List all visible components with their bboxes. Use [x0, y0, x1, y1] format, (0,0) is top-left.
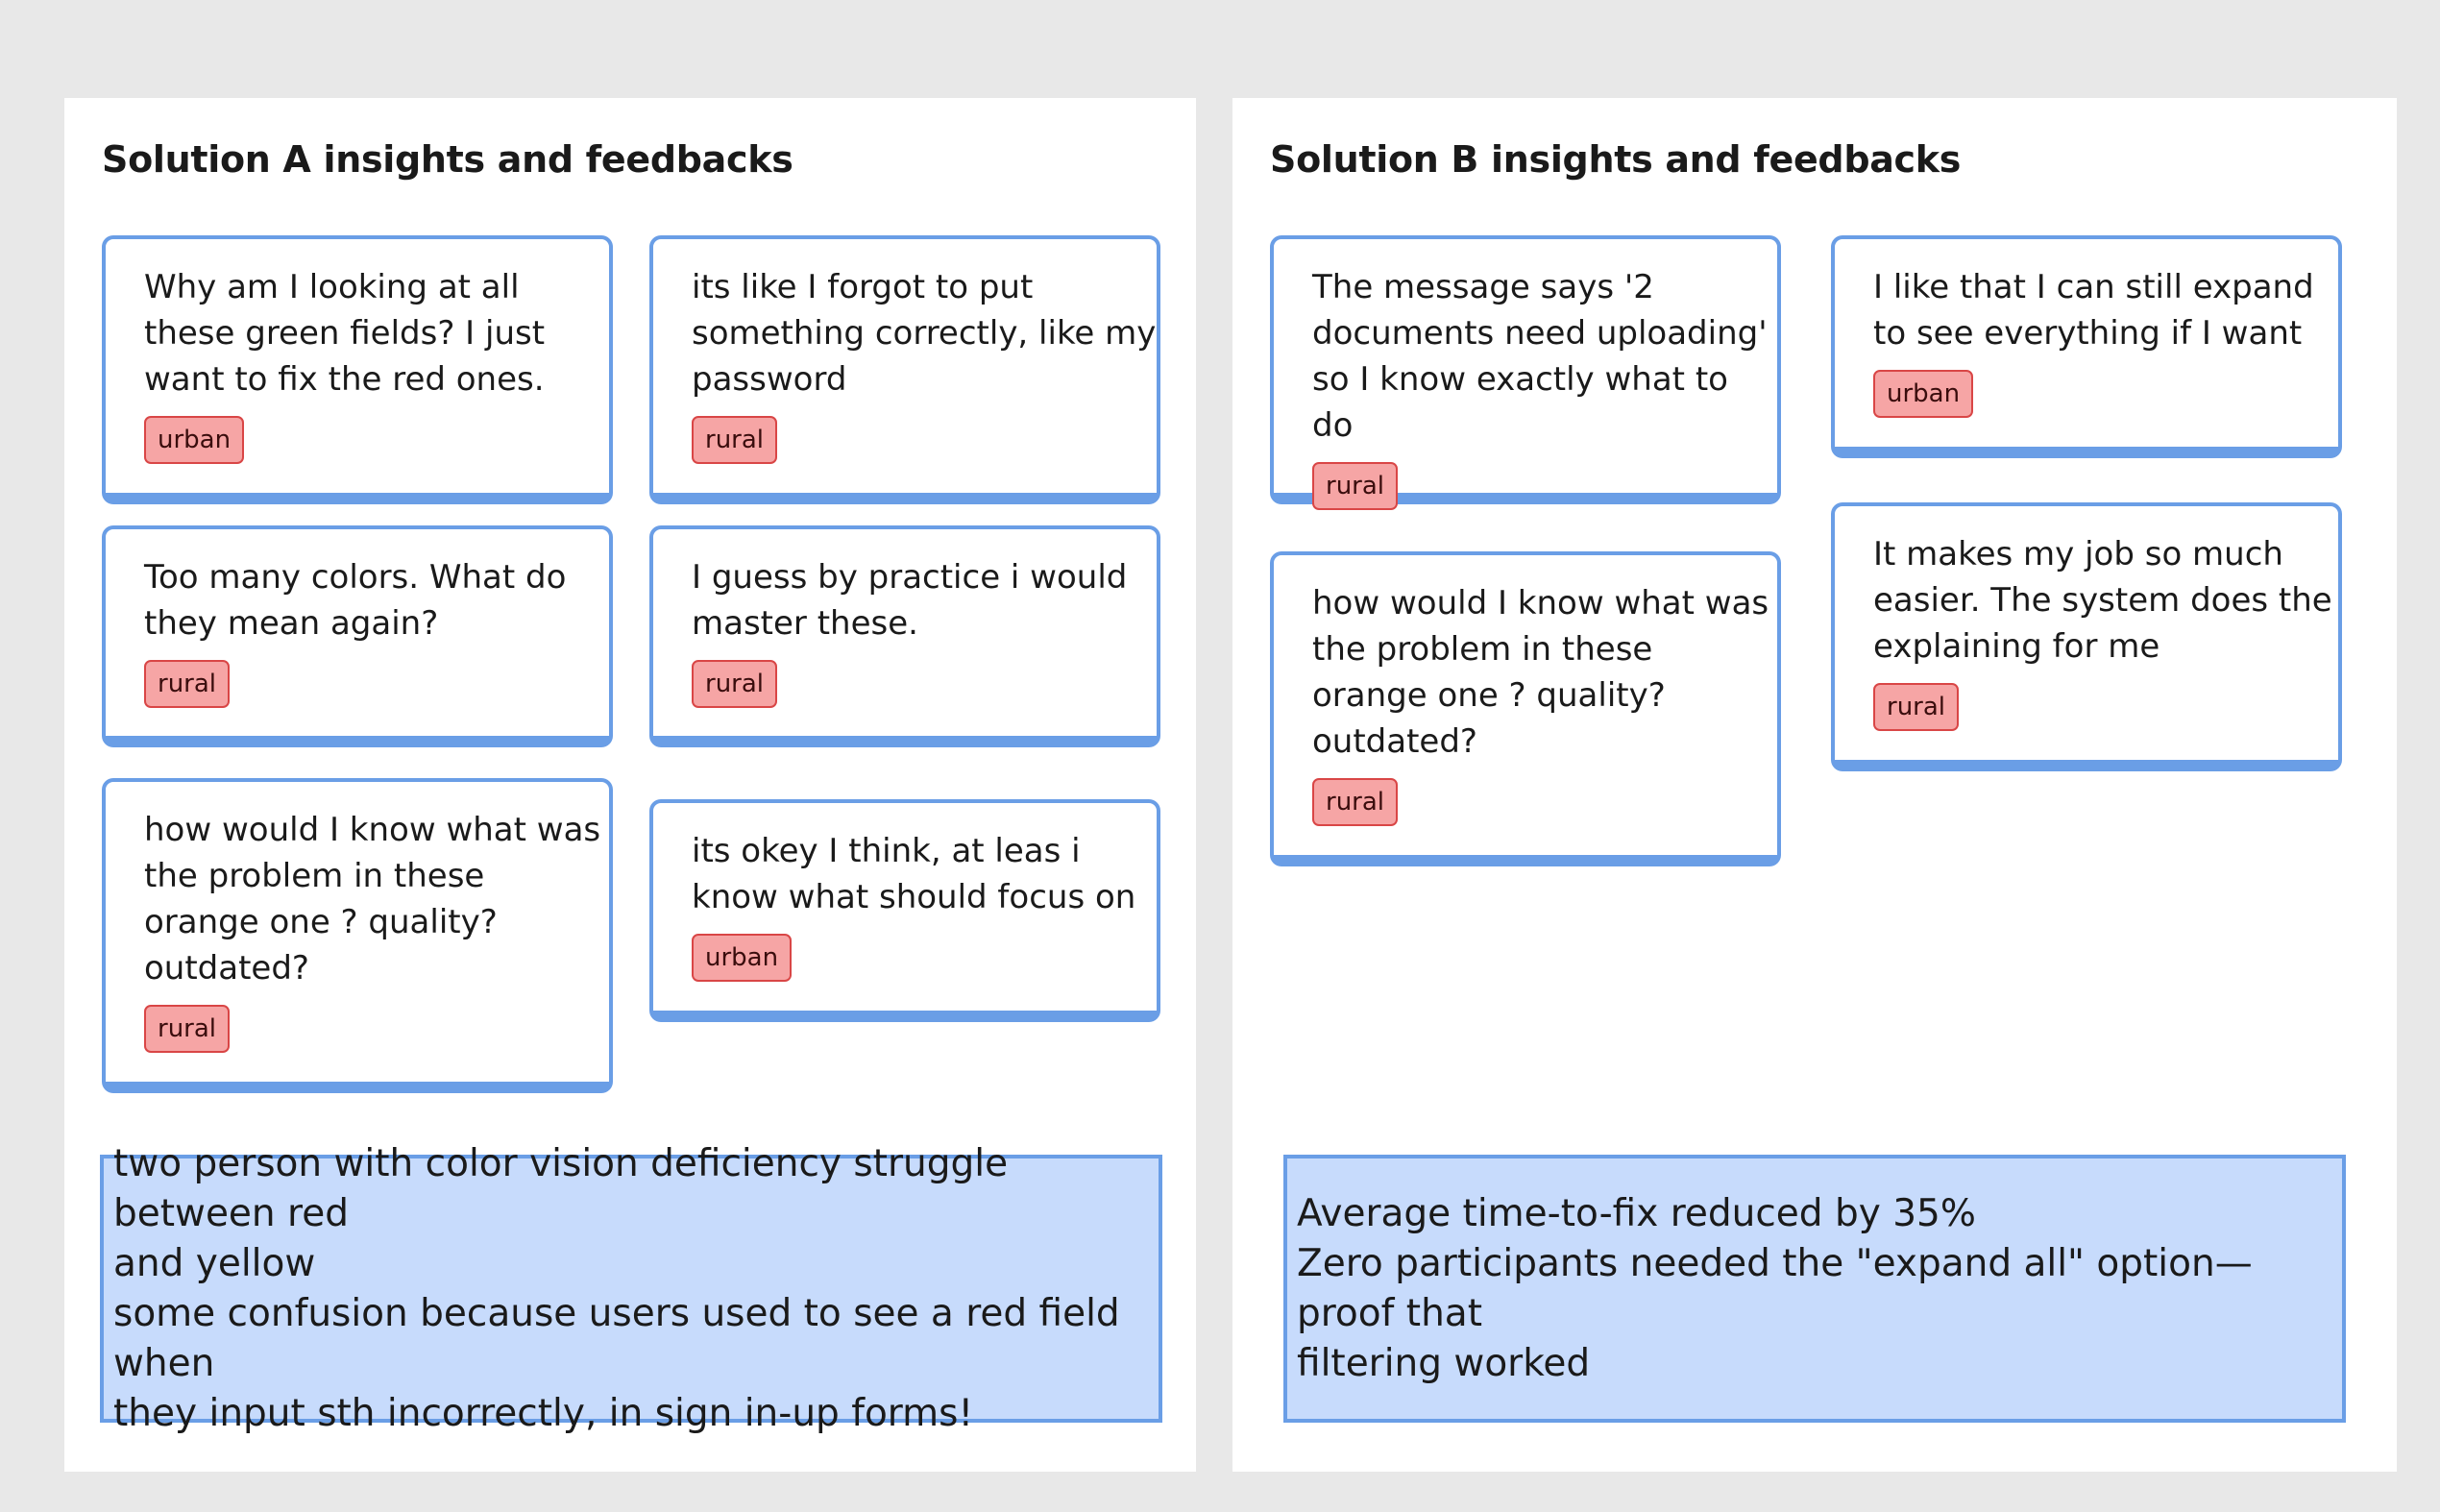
- tag-badge: rural: [1312, 778, 1398, 826]
- tag-badge: rural: [692, 660, 777, 708]
- summary-note[interactable]: [100, 1141, 1162, 1435]
- feedback-card[interactable]: [1270, 551, 1781, 866]
- tag-badge: rural: [1873, 683, 1959, 731]
- feedback-card[interactable]: [649, 799, 1160, 1022]
- tag-badge: rural: [692, 416, 777, 464]
- note-text: Average time-to-fix reduced by 35% Zero participants needed the "expand all" option—proof that filtering worked: [1297, 1191, 2253, 1385]
- summary-note[interactable]: [1283, 1155, 2346, 1423]
- card-text: Why am I looking at all these green fields? I just want to fix the red ones.: [144, 268, 546, 399]
- feedback-card[interactable]: [102, 525, 613, 747]
- solution-b-frame: [1232, 98, 2397, 1472]
- card-text: how would I know what was the problem in these orange one ? quality? outdated?: [1312, 584, 1769, 761]
- card-text: I like that I can still expand to see everything if I want: [1873, 268, 2314, 353]
- card-text: I guess by practice i would master these.: [692, 558, 1128, 643]
- tag-badge: urban: [144, 416, 244, 464]
- tag-badge: rural: [144, 1005, 230, 1053]
- feedback-card[interactable]: [1831, 502, 2342, 771]
- feedback-card[interactable]: [102, 778, 613, 1093]
- card-text: how would I know what was the problem in these orange one ? quality? outdated?: [144, 811, 601, 988]
- solution-a-title: Solution A insights and feedbacks: [102, 138, 793, 181]
- solution-a-frame: [64, 98, 1196, 1472]
- tag-badge: urban: [692, 934, 792, 982]
- feedback-card[interactable]: [649, 235, 1160, 504]
- feedback-card[interactable]: [102, 235, 613, 504]
- card-text: The message says '2 documents need uploading' so I know exactly what to do: [1312, 268, 1768, 445]
- note-text: two person with color vision deficiency struggle between red and yellow some confusion because users used to see a red field when they input sth incorrectly, in sign in-up forms!: [113, 1141, 1120, 1435]
- feedback-card[interactable]: [1831, 235, 2342, 458]
- tag-badge: rural: [1312, 462, 1398, 510]
- feedback-card[interactable]: [649, 525, 1160, 747]
- solution-b-title: Solution B insights and feedbacks: [1270, 138, 1962, 181]
- feedback-card[interactable]: [1270, 235, 1781, 504]
- tag-badge: rural: [144, 660, 230, 708]
- card-text: It makes my job so much easier. The system does the explaining for me: [1873, 535, 2332, 666]
- card-text: its like I forgot to put something correctly, like my password: [692, 268, 1157, 399]
- card-text: Too many colors. What do they mean again?: [144, 558, 567, 643]
- tag-badge: urban: [1873, 370, 1973, 418]
- card-text: its okey I think, at leas i know what should focus on: [692, 832, 1136, 916]
